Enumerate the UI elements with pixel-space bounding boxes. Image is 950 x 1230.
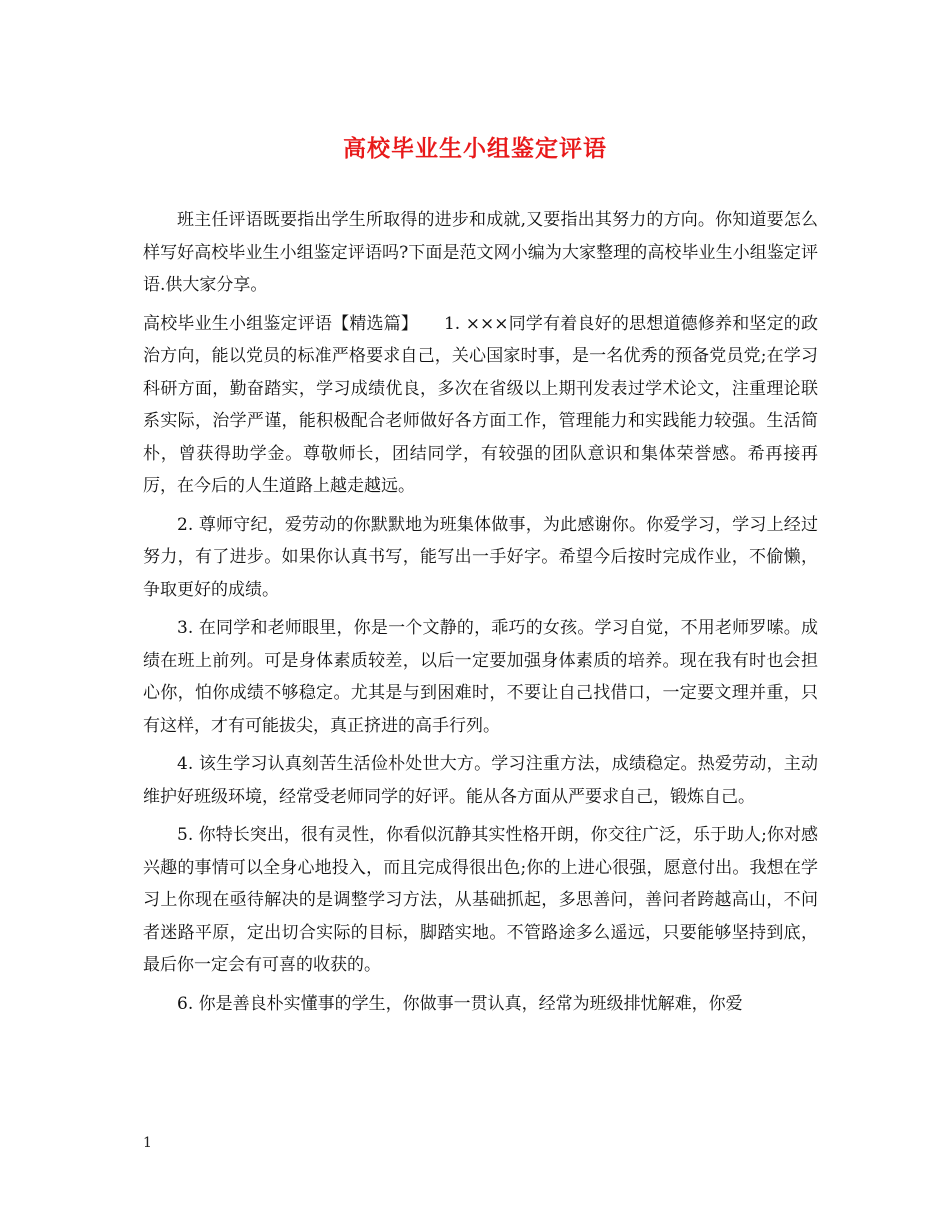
paragraph-1: 高校毕业生小组鉴定评语【精选篇】 1. ×××同学有着良好的思想道德修养和坚定的政治方向，能以党员的标准严格要求自己，关心国家时事，是一名优秀的预备党员党;在学习科研方面，勤奋踏实，学习成绩优良，多次在省级以上期刊发表过学术论文，注重理论联系实际，治学严谨，能积极配合老师做好各方面工作，管理能力和实践能力较强。生活简朴，曾获得助学金。尊敬师长，团结同学，有较强的团队意识和集体荣誉感。希再接再厉，在今后的人生道路上越走越远。 <box>143 313 818 496</box>
paragraph-3: 3. 在同学和老师眼里，你是一个文静的，乖巧的女孩。学习自觉，不用老师罗嗦。成绩在班上前列。可是身体素质较差，以后一定要加强身体素质的培养。现在我有时也会担心你，怕你成绩不够稳定。尤其是与到困难时，不要让自己找借口，一定要文理并重，只有这样，才有可能拔尖，真正挤进的高手行列。 <box>143 618 818 736</box>
paragraph-intro: 班主任评语既要指出学生所取得的进步和成就,又要指出其努力的方向。你知道要怎么样写好高校毕业生小组鉴定评语吗?下面是范文网小编为大家整理的高校毕业生小组鉴定评语.供大家分享。 <box>143 210 818 295</box>
paragraph-2: 2. 尊师守纪，爱劳动的你默默地为班集体做事，为此感谢你。你爱学习，学习上经过努力，有了进步。如果你认真书写，能写出一手好字。希望今后按时完成作业，不偷懒，争取更好的成绩。 <box>143 514 818 600</box>
paragraph-5: 5. 你特长突出，很有灵性，你看似沉静其实性格开朗，你交往广泛，乐于助人;你对感兴趣的事情可以全身心地投入，而且完成得很出色;你的上进心很强，愿意付出。我想在学习上你现在亟待解决的是调整学习方法，从基础抓起，多思善问，善问者跨越高山，不问者迷路平原，定出切合实际的目标，脚踏实地。不管路途多么遥远，只要能够坚持到底，最后你一定会有可喜的收获的。 <box>143 825 818 975</box>
document-title: 高校毕业生小组鉴定评语 <box>343 136 607 162</box>
page-number: 1 <box>143 1135 152 1151</box>
document-body <box>143 204 818 1026</box>
paragraph-6: 6. 你是善良朴实懂事的学生，你做事一贯认真，经常为班级排忧解难，你爱 <box>177 993 743 1014</box>
paragraph-4: 4. 该生学习认真刻苦生活俭朴处世大方。学习注重方法，成绩稳定。热爱劳动，主动维护好班级环境，经常受老师同学的好评。能从各方面从严要求自己，锻炼自己。 <box>143 754 818 807</box>
